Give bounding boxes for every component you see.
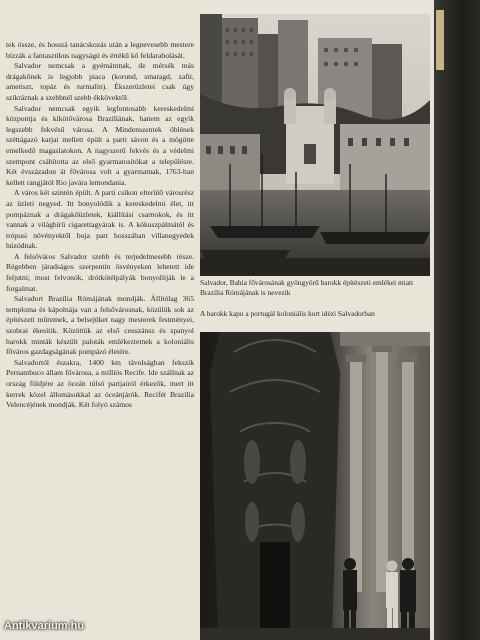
photo-caption: Salvador, Bahia fővárosának gyöngyörű barokk építészeti emlékei miatt Brazília Rómájának is nevezik — [200, 278, 414, 297]
paragraph: Salvador nemcsak egyik legfontosabb kereskedelmi központja és kikötővárosa Brazíliának, hanem az egyik legszebb fekvésű városa. A Mindenszentek öblének széttágazó karjai mellett épült a parti sávon és a mögötte emelkedő magaslatokon. A nagyszerű fekvés és a védelmi szempont csábította az első gyarmatosítókat a településre. Két évszázadon át fővárosa volt a gyarmatnak, 1763-ban kellett rangjától Rio javára lemondania. — [6, 103, 194, 187]
baroque-portal-photo — [200, 332, 430, 640]
paragraph: Salvadort Brazília Rómájának mondják. Állítólag 365 temploma és kápolnája van a felsővárosnak, közülük sok az építészeti műremek, a belsejüket nagy mesterek festményei, szobrai ékesítik. Közöttük az első ceuszánsz és spanyol barokk minták készült paloták emlékeztetnek a koloniális főváros gazdagságának pompázó életére. — [6, 294, 194, 357]
paragraph: A felsőváros Salvador szebb és terjedelmesebb része. Régebben járadságos szerpentin ösvényeken lehetett ide feljutni; most felvonók, drótkötélpályák bonyolítják le a forgalmat. — [6, 251, 194, 293]
watermark: Antikvarium.hu — [4, 620, 85, 632]
paragraph: tek össze, és hosszá tanácskozás után a legnevesebb mestere bízzák a fantasztikus nagyságú és értékű kő feldarabolását. — [6, 40, 194, 60]
bookmark-ribbon — [436, 10, 444, 70]
paragraph: A város két szintén épült. A parti csíkon elterülő városrész az üzleti negyed. Itt bonyolódik a kereskedelmi élet, itt pompáznak a drágakőüzletek, kiállítási csarnokok, és itt vannak a világhírű cigarettagyárak is. A kókuszpálmától és trópusi növényektől buja part hosszában villanegyedek húzódnak. — [6, 188, 194, 251]
paragraph: Salvador nemcsak a gyémántnak, de mérsék más drágakőnek is legjobb piaca (korund, smaragd, zafír, ametiszt, topáz és turmalin). Ékszerüzletei csak úgy szikráznak a szebbnél szebb ékkövektől. — [6, 61, 194, 102]
photo-caption: A barokk kapu a portugál koloniális kort idézi Salvadorban — [200, 309, 375, 318]
salvador-harbour-photo — [200, 14, 430, 276]
paragraph: Salvadortól északra, 1400 km távolságban fekszik Pernambuco állam fővárosa, a milliós Recife. Ide szállnak az ország földjére az óceán túlsó partjairól érkezők, mert itt kerrek közel állomásukkal az óceánjárók. Recifét Brazília Velencéjének mondják. Két folyó számos — [6, 357, 194, 410]
book-spine-shadow — [434, 0, 480, 640]
body-text-column — [6, 40, 194, 411]
